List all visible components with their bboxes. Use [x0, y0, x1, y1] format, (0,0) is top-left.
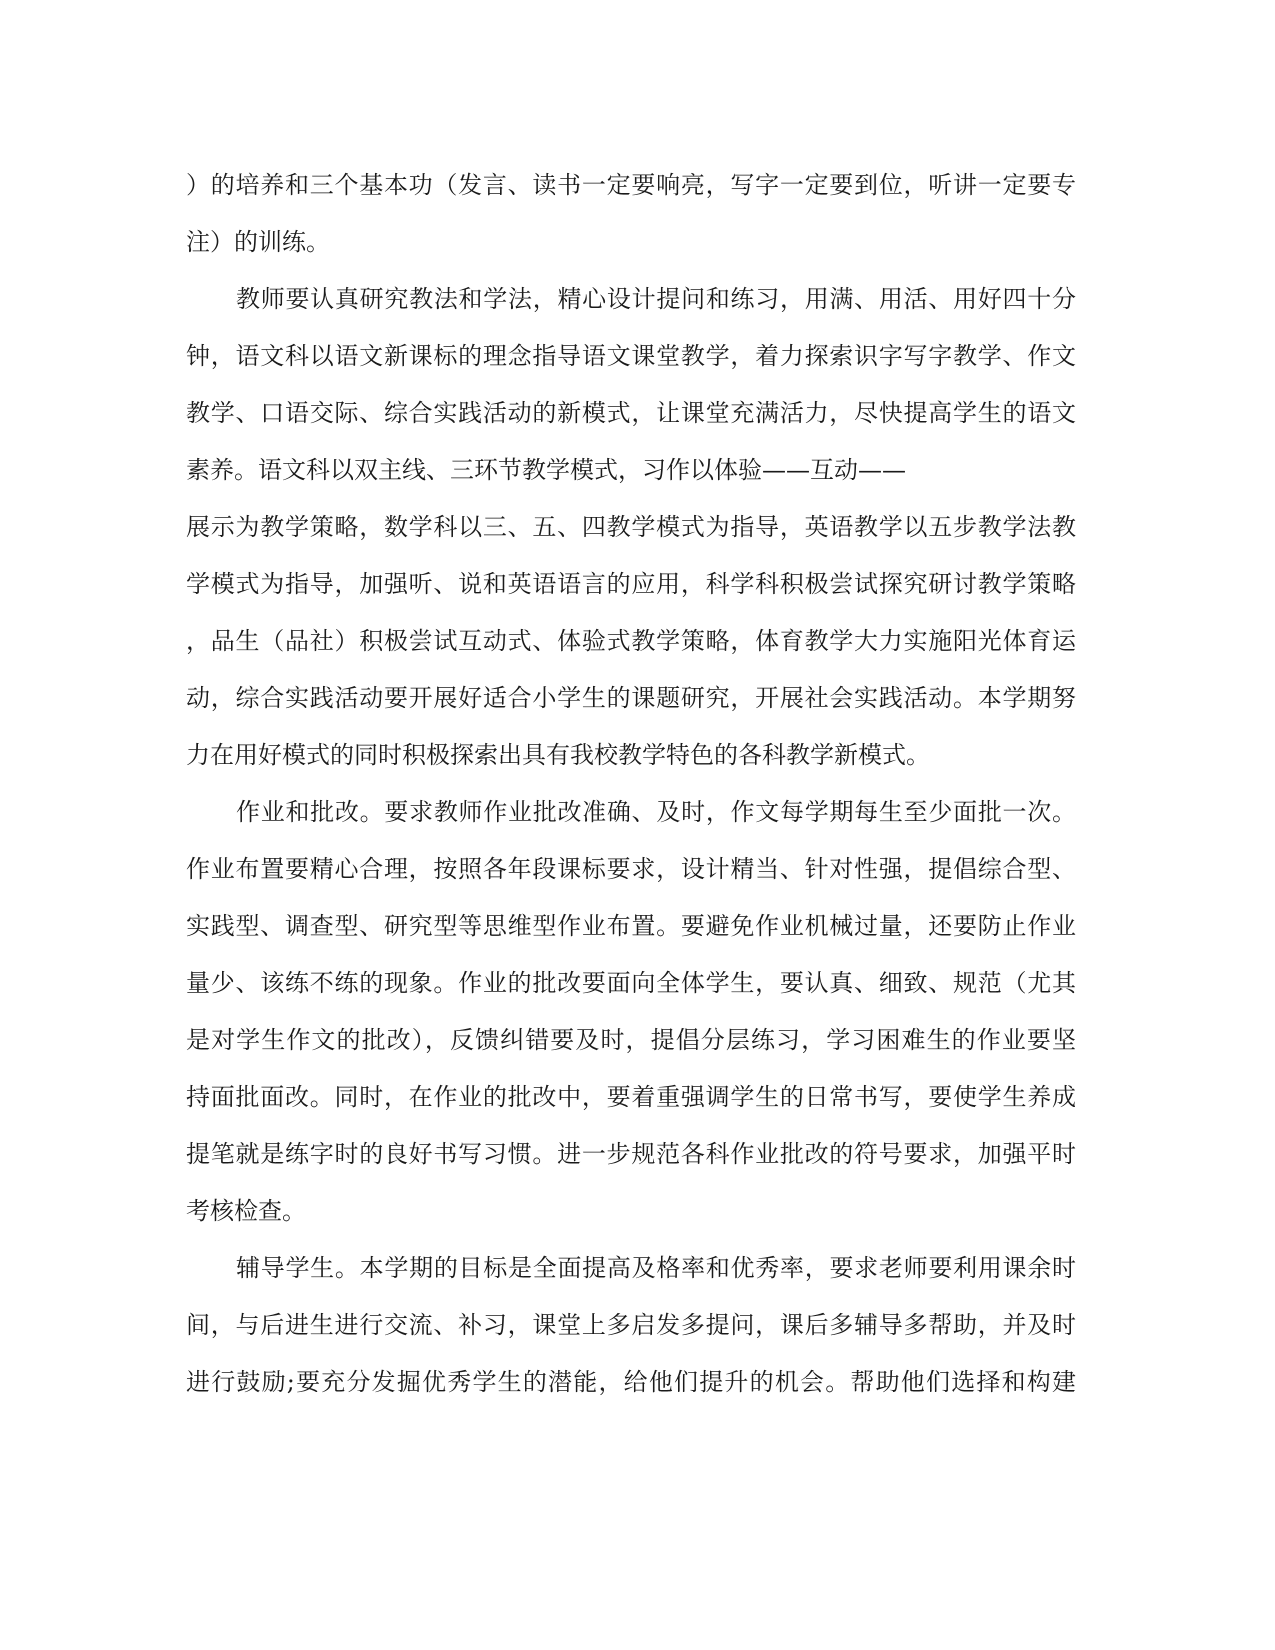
text-line: 作业和批改。要求教师作业批改准确、及时，作文每学期每生至少面批一次。 — [236, 798, 1076, 826]
text-line: 是对学生作文的批改），反馈纠错要及时，提倡分层练习，学习困难生的作业要坚 — [186, 1026, 1076, 1054]
text-line: 考核检查。 — [186, 1197, 306, 1225]
text-line: 素养。语文科以双主线、三环节教学模式，习作以体验——互动—— — [186, 456, 906, 484]
text-line: ）的培养和三个基本功（发言、读书一定要响亮，写字一定要到位，听讲一定要专 — [186, 171, 1076, 199]
text-line: 间，与后进生进行交流、补习，课堂上多启发多提问，课后多辅导多帮助，并及时 — [186, 1311, 1076, 1339]
text-line: 作业布置要精心合理，按照各年段课标要求，设计精当、针对性强，提倡综合型、 — [186, 855, 1076, 883]
text-line: 力在用好模式的同时积极探索出具有我校教学特色的各科教学新模式。 — [186, 741, 930, 769]
text-line: 进行鼓励;要充分发掘优秀学生的潜能，给他们提升的机会。帮助他们选择和构建 — [186, 1368, 1076, 1396]
text-line: 注）的训练。 — [186, 228, 330, 256]
text-line: 辅导学生。本学期的目标是全面提高及格率和优秀率，要求老师要利用课余时 — [236, 1254, 1076, 1282]
text-line: 持面批面改。同时，在作业的批改中，要着重强调学生的日常书写，要使学生养成 — [186, 1083, 1076, 1111]
text-line: 教师要认真研究教法和学法，精心设计提问和练习，用满、用活、用好四十分 — [236, 285, 1076, 313]
text-line: 量少、该练不练的现象。作业的批改要面向全体学生，要认真、细致、规范（尤其 — [186, 969, 1076, 997]
text-line: 动，综合实践活动要开展好适合小学生的课题研究，开展社会实践活动。本学期努 — [186, 684, 1076, 712]
text-line: 展示为教学策略，数学科以三、五、四教学模式为指导，英语教学以五步教学法教 — [186, 513, 1076, 541]
text-line: 教学、口语交际、综合实践活动的新模式，让课堂充满活力，尽快提高学生的语文 — [186, 399, 1076, 427]
text-line: ，品生（品社）积极尝试互动式、体验式教学策略，体育教学大力实施阳光体育运 — [186, 627, 1076, 655]
text-line: 学模式为指导，加强听、说和英语语言的应用，科学科积极尝试探究研讨教学策略 — [186, 570, 1076, 598]
text-line: 实践型、调查型、研究型等思维型作业布置。要避免作业机械过量，还要防止作业 — [186, 912, 1076, 940]
text-line: 钟，语文科以语文新课标的理念指导语文课堂教学，着力探索识字写字教学、作文 — [186, 342, 1076, 370]
text-line: 提笔就是练字时的良好书写习惯。进一步规范各科作业批改的符号要求，加强平时 — [186, 1140, 1076, 1168]
